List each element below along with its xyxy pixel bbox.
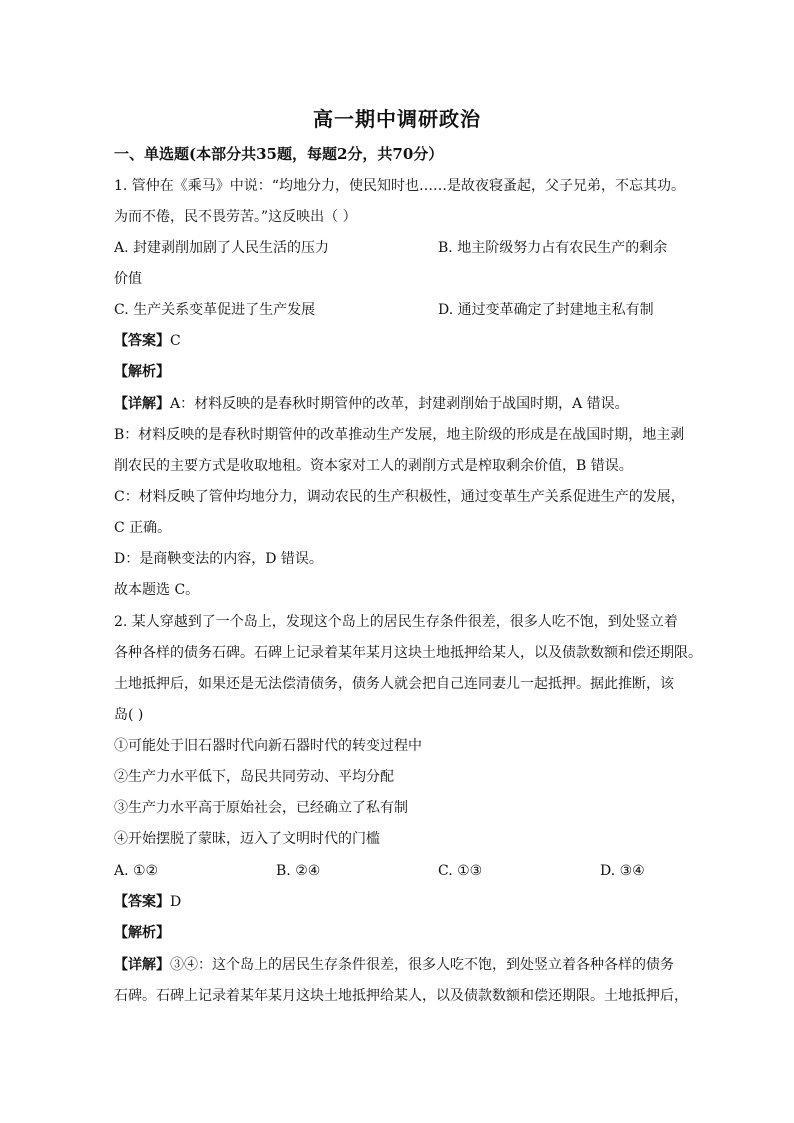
q1-detail-label: 【详解】 xyxy=(114,396,170,412)
q1-detail-line-1 xyxy=(114,394,629,414)
q1-detail-line-7: 故本题选 C。 xyxy=(114,582,200,598)
q1-stem-line-1: 1. 管仲在《乘马》中说：“均地分力，使民知时也……是故夜寝蚤起，父子兄弟，不忘其功。 xyxy=(114,178,685,194)
q2-detail-line-1 xyxy=(114,955,674,975)
q1-detail-text-1: A：材料反映的是春秋时期管仲的改革，封建剥削始于战国时期，A 错误。 xyxy=(170,396,629,412)
q2-item-4: ④开始摆脱了蒙昧，迈入了文明时代的门槛 xyxy=(114,831,380,847)
q2-item-3: ③生产力水平高于原始社会，已经确立了私有制 xyxy=(114,800,408,816)
q2-option-a: A. ①② xyxy=(114,863,159,879)
q1-stem-line-2: 为而不倦，民不畏劳苦。”这反映出（ ） xyxy=(114,209,357,225)
page-title: 高一期中调研政治 xyxy=(313,107,481,131)
q1-option-a: A. 封建剥削加剧了人民生活的压力 xyxy=(114,240,330,256)
q2-detail-label: 【详解】 xyxy=(114,957,170,973)
q1-answer-value: C xyxy=(170,333,181,349)
q1-detail-line-6: D：是商鞅变法的内容，D 错误。 xyxy=(114,551,323,567)
q1-option-b-cont: 价值 xyxy=(114,271,142,287)
q1-option-c: C. 生产关系变革促进了生产发展 xyxy=(114,302,316,318)
q1-detail-line-4: C：材料反映了管仲均地分力，调动农民的生产积极性，通过变革生产关系促进生产的发展， xyxy=(114,489,685,505)
section-heading: 一、单选题(本部分共35题，每题2分，共70分） xyxy=(114,145,444,163)
q1-analysis-label: 【解析】 xyxy=(114,364,170,380)
q2-stem-line-4: 岛( ) xyxy=(114,707,144,723)
q2-option-b: B. ②④ xyxy=(276,863,321,879)
q1-answer-label: 【答案】 xyxy=(114,333,170,349)
q2-stem-line-3: 土地抵押后，如果还是无法偿清债务，债务人就会把自己连同妻儿一起抵押。据此推断，该 xyxy=(114,676,674,692)
q2-item-2: ②生产力水平低下，岛民共同劳动、平均分配 xyxy=(114,769,394,785)
q1-option-d: D. 通过变革确定了封建地主私有制 xyxy=(438,302,654,318)
q2-detail-line-2: 石碑。石碑上记录着某年某月这块土地抵押给某人，以及债款数额和偿还期限。土地抵押后， xyxy=(114,988,688,1004)
q2-item-1: ①可能处于旧石器时代向新石器时代的转变过程中 xyxy=(114,738,422,754)
q1-detail-line-5: C 正确。 xyxy=(114,520,172,536)
q1-analysis xyxy=(114,362,170,382)
q2-analysis xyxy=(114,923,170,943)
q2-answer xyxy=(114,892,181,912)
q1-answer xyxy=(114,331,181,351)
q2-option-d: D. ③④ xyxy=(600,863,645,879)
q1-option-b: B. 地主阶级努力占有农民生产的剩余 xyxy=(438,240,668,256)
q1-detail-line-3: 削农民的主要方式是收取地租。资本家对工人的剥削方式是榨取剩余价值，B 错误。 xyxy=(114,458,633,474)
q2-stem-line-1: 2. 某人穿越到了一个岛上，发现这个岛上的居民生存条件很差，很多人吃不饱，到处竖立着 xyxy=(114,614,678,630)
q2-option-c: C. ①③ xyxy=(438,863,483,879)
q2-analysis-label: 【解析】 xyxy=(114,925,170,941)
q2-detail-text-1: ③④：这个岛上的居民生存条件很差，很多人吃不饱，到处竖立着各种各样的债务 xyxy=(170,957,674,973)
q2-answer-label: 【答案】 xyxy=(114,894,170,910)
q2-answer-value: D xyxy=(170,894,182,910)
q2-stem-line-2: 各种各样的债务石碑。石碑上记录着某年某月这块土地抵押给某人，以及债款数额和偿还期限。 xyxy=(114,645,702,661)
q1-detail-line-2: B：材料反映的是春秋时期管仲的改革推动生产发展，地主阶级的形成是在战国时期，地主剥 xyxy=(114,427,685,443)
